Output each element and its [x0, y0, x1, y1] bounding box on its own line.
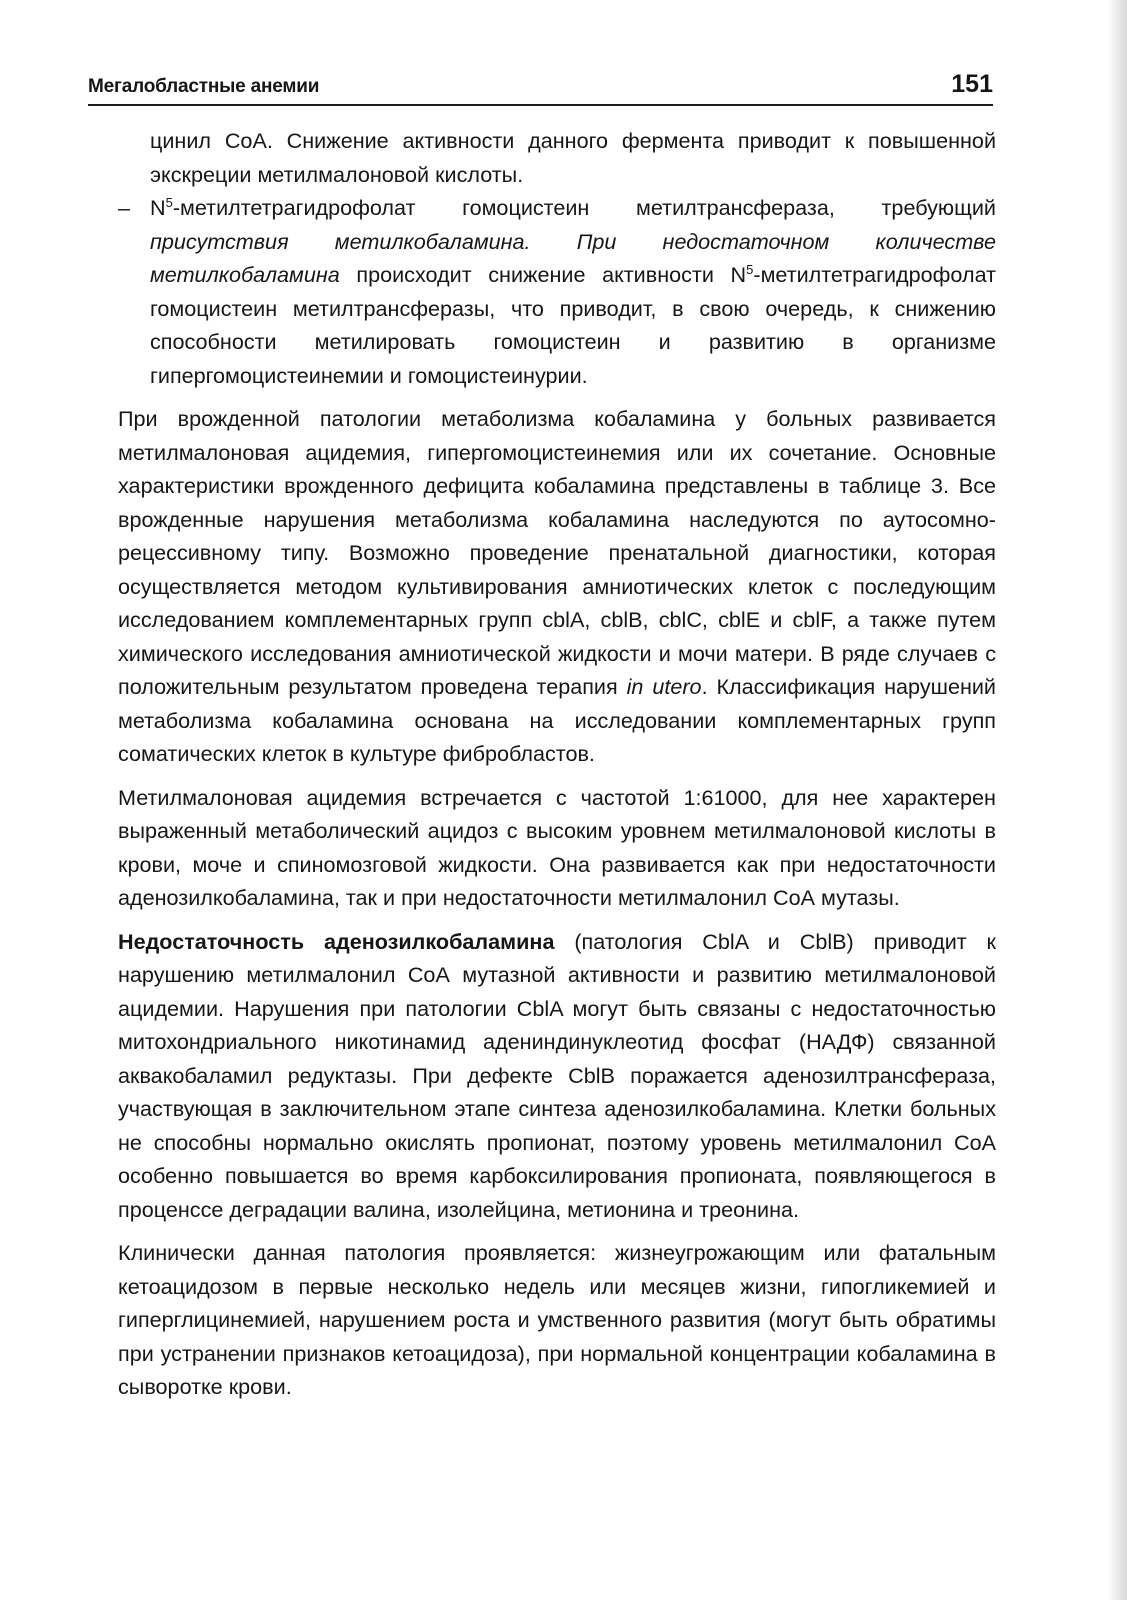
bold-term: Недостаточность аденозилкобаламина [118, 928, 555, 954]
bullet-text-c: -метилтетрагидрофолат гомоцистеин метилтрансферазы, что приводит, в свою очередь, к снижению способности метилировать гомоцистеин и развитию в организме гипергомоцистеинемии и гомоцистеинурии. [150, 262, 996, 388]
paragraph-adenosylcobalamin-deficiency [118, 925, 996, 1227]
bullet-text-a: -метилтетрагидрофолат гомоцистеин метилтрансфераза, требующий [172, 195, 996, 220]
running-title: Мегалобластные анемии [88, 76, 320, 97]
body-text [118, 124, 996, 1404]
paragraph-text: . Классификация нарушений метаболизма кобаламина основана на исследовании комплементарных групп соматических клеток в культуре фибробластов. [118, 674, 996, 766]
paragraph-congenital-pathology [118, 402, 996, 771]
bullet-dash: – [118, 195, 131, 220]
bullet-italic-text: присутствия метилкобаламина. При недостаточном количестве метилкобаламина [150, 228, 996, 287]
header-rule [88, 104, 993, 106]
bullet-text-n: N [150, 195, 166, 220]
continued-bullet-text: цинил СоА. Снижение активности данного фермента приводит к повышенной экскреции метилмалоновой кислоты. [150, 128, 996, 187]
page-number: 151 [951, 70, 993, 98]
superscript: 5 [746, 262, 754, 277]
bullet-text-b: происходит снижение активности N [339, 262, 747, 287]
page-edge-shadow [1107, 0, 1127, 1600]
paragraph-text: При врожденной патологии метаболизма кобаламина у больных развивается метилмалоновая ацидемия, гипергомоцистеинемия или их сочетание. Основные характеристики врожденного дефицита кобаламина представлены в таблице 3. Все врожденные нарушения метаболизма кобаламина наследуются по аутосомно-рецессивному типу. Возможно проведение пренатальной диагностики, которая осуществляется методом культивирования амниотических клеток с последующим исследованием комплементарных групп cblA, cblB, cblC, cblE и cblF, а также путем химического исследования амниотической жидкости и мочи матери. В ряде случаев с положительным результатом проведена терапия [118, 406, 996, 699]
paragraph-clinical-manifestations: Клинически данная патология проявляется: жизнеугрожающим или фатальным кетоацидозом в первые несколько недель или месяцев жизни, гипогликемией и гиперглицинемией, нарушением роста и умственного развития (могут быть обратимы при устранении признаков кетоацидоза), при нормальной концентрации кобаламина в сыворотке крови. [118, 1240, 996, 1399]
paragraph-text: (патология CblA и CblB) приводит к нарушению метилмалонил СоА мутазной активности и развитию метилмалоновой ацидемии. Нарушения при патологии CblA могут быть связаны с недостаточностью митохондриального никотинамид адениндинуклеотид фосфат (НАДФ) связанной аквакобаламил редуктазы. При дефекте CblB поражается аденозилтрансфераза, участвующая в заключительном этапе синтеза аденозилкобаламина. Клетки больных не способны нормально окислять пропионат, поэтому уровень метилмалонил СоА особенно повышается во время карбоксилирования пропионата, появляющегося в проценссе деградации валина, изолейцина, метионина и треонина. [118, 928, 996, 1222]
bullet-item [118, 191, 996, 392]
italic-in-utero: in utero [626, 674, 702, 699]
paragraph-methylmalonic-acidemia: Метилмалоновая ацидемия встречается с частотой 1:61000, для нее характерен выраженный метаболический ацидоз с высоким уровнем метилмалоновой кислоты в крови, моче и спиномозговой жидкости. Она развивается как при недостаточности аденозилкобаламина, так и при недостаточности метилмалонил СоА мутазы. [118, 784, 996, 910]
running-head [88, 66, 993, 100]
superscript: 5 [165, 195, 173, 210]
